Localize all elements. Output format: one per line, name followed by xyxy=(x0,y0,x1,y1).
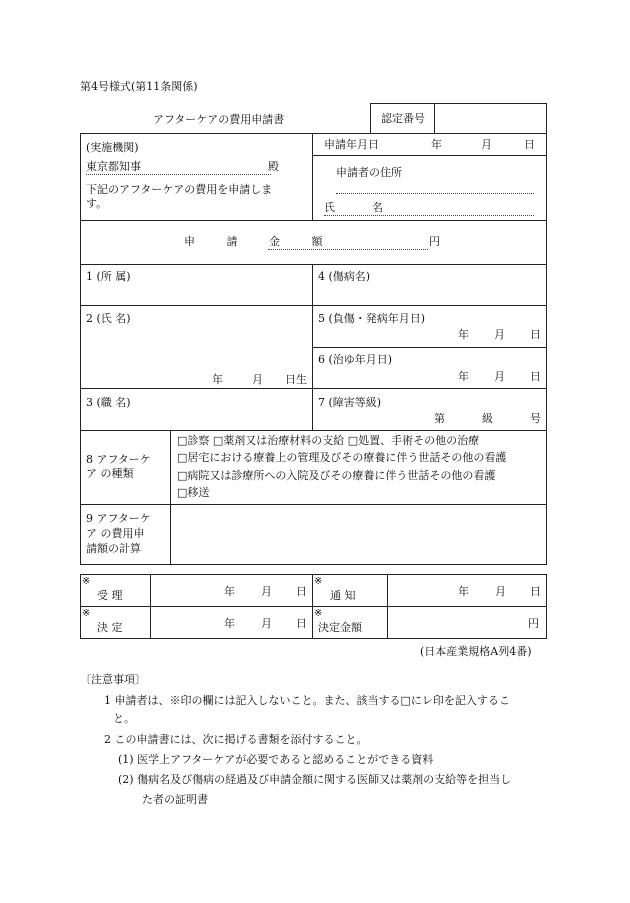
name-label: 2 (氏 名) xyxy=(86,312,131,325)
cert-number-label: 認定番号 xyxy=(381,112,425,125)
paper-standard: (日本産業規格A列4番) xyxy=(420,645,532,658)
grade-suffix: 号 xyxy=(530,412,541,425)
healing-year[interactable]: 年 xyxy=(458,370,469,383)
onset-day[interactable]: 日 xyxy=(530,328,541,341)
injury-name-label: 4 (傷病名) xyxy=(318,270,371,283)
notice-year[interactable]: 年 xyxy=(458,585,469,598)
office-mark-2: ※ xyxy=(314,576,323,587)
disability-grade-label: 7 (障害等級) xyxy=(318,396,382,409)
amount-label: 申 請 金 額 xyxy=(184,235,337,248)
calc-field[interactable] xyxy=(171,505,546,564)
office-mark-4: ※ xyxy=(314,608,323,619)
position-label: 3 (職 名) xyxy=(86,396,131,409)
grade-prefix: 第 xyxy=(434,412,445,425)
date-year[interactable]: 年 xyxy=(431,138,442,151)
care-option-line-4[interactable]: □移送 xyxy=(177,486,210,499)
healing-month[interactable]: 月 xyxy=(494,370,505,383)
application-date-label: 申請年月日 xyxy=(324,138,379,151)
form-number: 第4号様式(第11条関係) xyxy=(80,80,198,93)
notes-heading: 〔注意事項〕 xyxy=(80,673,146,686)
form-title: アフターケアの費用申請書 xyxy=(153,113,285,126)
affiliation-label: 1 (所 属) xyxy=(86,270,131,283)
healing-date-label: 6 (治ゆ年月日) xyxy=(318,353,393,366)
onset-date-label: 5 (負傷・発病年月日) xyxy=(318,312,426,325)
decision-month[interactable]: 月 xyxy=(261,617,272,630)
note-2-1: (1) 医学上アフターケアが必要であると認めることができる資料 xyxy=(118,753,434,766)
care-type-label-2: ア の種類 xyxy=(86,467,134,480)
grade-mid: 級 xyxy=(482,412,493,425)
care-option-line-1[interactable]: □診察 □薬剤又は治療材料の支給 □処置、手術その他の治療 xyxy=(177,434,480,447)
onset-year[interactable]: 年 xyxy=(458,328,469,341)
received-day[interactable]: 日 xyxy=(296,585,307,598)
office-mark-3: ※ xyxy=(82,608,91,619)
amount-unit: 円 xyxy=(429,235,440,248)
request-text-1: 下記のアフターケアの費用を申請しま xyxy=(86,183,273,196)
application-form xyxy=(80,133,547,565)
note-2: 2 この申請書には、次に掲げる書類を添付すること。 xyxy=(104,733,368,746)
request-text-2: す。 xyxy=(86,197,108,210)
decision-amount-label: 決定金額 xyxy=(318,621,362,634)
care-type-label-1: 8 アフターケ xyxy=(86,453,151,466)
received-label: 受 理 xyxy=(97,589,123,602)
care-option-line-3[interactable]: □病院又は診療所への入院及びその療養に伴う世話その他の看護 xyxy=(177,469,496,482)
notice-day[interactable]: 日 xyxy=(530,585,541,598)
applicant-name-label-1: 氏 xyxy=(324,201,335,214)
calc-label-3: 請額の計算 xyxy=(86,542,141,555)
received-year[interactable]: 年 xyxy=(224,585,235,598)
notice-label: 通 知 xyxy=(330,589,356,602)
amount-field[interactable] xyxy=(268,249,428,250)
decision-amount-unit[interactable]: 円 xyxy=(528,617,539,630)
care-option-line-2[interactable]: □居宅における療養上の管理及びその療養に伴う世話その他の看護 xyxy=(177,451,507,464)
birth-month[interactable]: 月 xyxy=(252,373,263,386)
calc-label-2: ア の費用申 xyxy=(86,527,145,540)
applicant-address-label: 申請者の住所 xyxy=(336,166,402,179)
office-mark-1: ※ xyxy=(82,576,91,587)
healing-day[interactable]: 日 xyxy=(530,370,541,383)
calc-label-1: 9 アフターケ xyxy=(86,512,151,525)
applicant-name-label-2: 名 xyxy=(372,201,383,214)
onset-month[interactable]: 月 xyxy=(494,328,505,341)
decision-year[interactable]: 年 xyxy=(224,617,235,630)
addressee: 東京都知事 xyxy=(86,160,141,173)
notice-month[interactable]: 月 xyxy=(495,585,506,598)
honorific: 殿 xyxy=(268,160,279,173)
note-2-2-line-1: (2) 傷病名及び傷病の経過及び申請金額に関する医師又は薬剤の支給等を担当し xyxy=(118,773,512,786)
date-month[interactable]: 月 xyxy=(481,138,492,151)
decision-day[interactable]: 日 xyxy=(296,617,307,630)
note-2-2-line-2: た者の証明書 xyxy=(142,793,208,806)
agency-label: (実施機関) xyxy=(86,141,139,154)
note-1-line-2: と。 xyxy=(113,712,135,725)
decision-label: 決 定 xyxy=(97,621,123,634)
birth-year[interactable]: 年 xyxy=(212,373,223,386)
name-field[interactable] xyxy=(324,215,534,216)
address-field[interactable] xyxy=(336,193,534,194)
note-1-line-1: 1 申請者は、※印の欄には記入しないこと。また、該当する□にレ印を記入するこ xyxy=(104,694,510,707)
date-day[interactable]: 日 xyxy=(524,138,535,151)
birth-day-suffix[interactable]: 日生 xyxy=(285,373,307,386)
received-month[interactable]: 月 xyxy=(261,585,272,598)
